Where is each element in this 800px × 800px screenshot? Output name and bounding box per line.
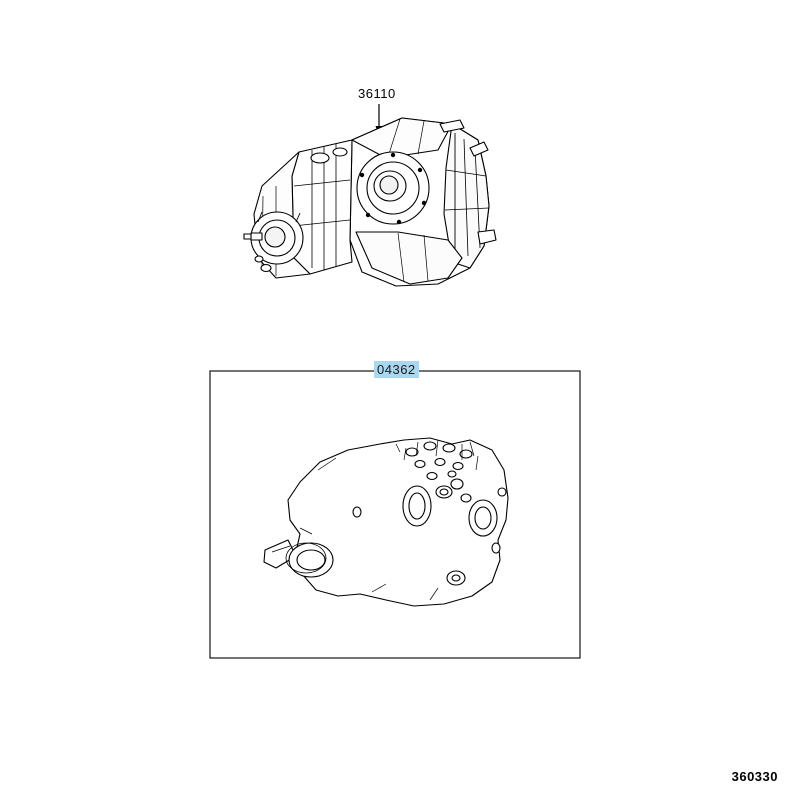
transfer-case-illustration [244, 118, 496, 286]
gasket-kit-illustration [264, 438, 508, 606]
figure-code: 360330 [731, 769, 778, 784]
part-number-04362[interactable]: 04362 [374, 361, 419, 378]
part-number-36110[interactable]: 36110 [358, 86, 396, 101]
